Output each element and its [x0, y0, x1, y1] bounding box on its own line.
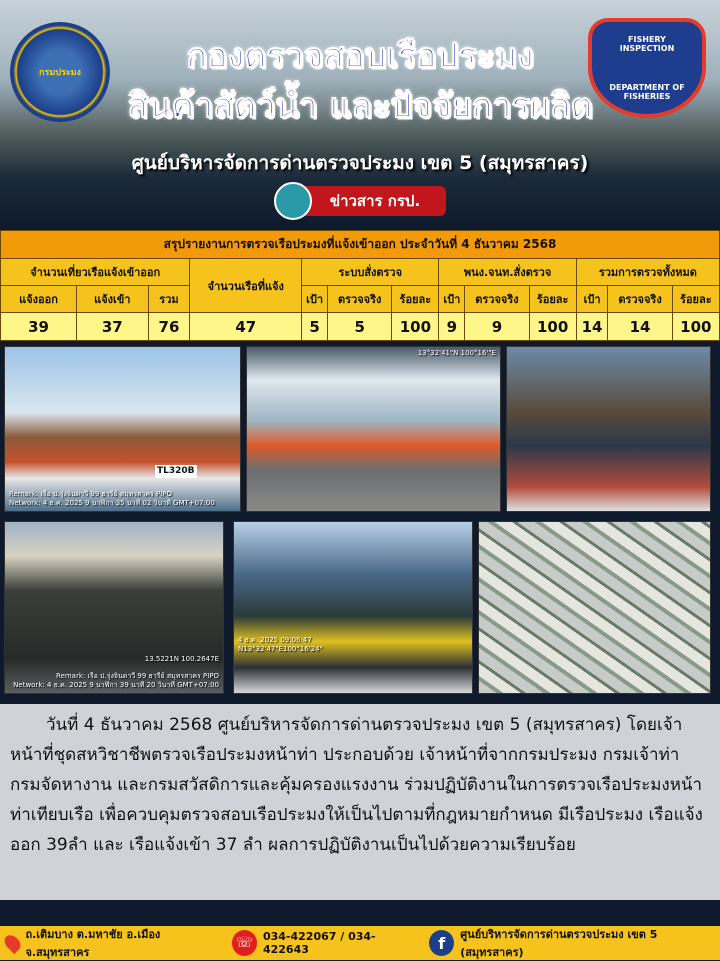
sub-header: ร้อยละ	[529, 286, 576, 313]
facebook-icon: f	[429, 930, 454, 956]
header-banner	[0, 0, 720, 228]
sub-header: แจ้งเข้า	[77, 286, 148, 313]
photo-coordinates: 13.5221N 100.2647E	[144, 654, 219, 663]
photo-team-group	[246, 346, 501, 512]
table-value: 76	[148, 313, 190, 341]
table-value: 5	[302, 313, 328, 341]
badge-bottom-text: DEPARTMENT OF FISHERIES	[609, 83, 685, 101]
group-header: พนง.จนท.สั่งตรวจ	[439, 259, 576, 286]
badge-top-text: FISHERY INSPECTION	[619, 35, 675, 53]
table-value: 5	[328, 313, 392, 341]
location-pin-icon	[2, 932, 24, 954]
table-value: 9	[439, 313, 465, 341]
table-value: 100	[529, 313, 576, 341]
inspection-summary-table	[0, 230, 720, 341]
photo-coordinates: 13°32'41"N 100°16'"E	[417, 349, 496, 357]
photo-fishing-nets	[4, 521, 224, 694]
page-title-line1: กองตรวจสอบเรือประมง	[186, 36, 534, 76]
photo-remark: Remark: เรือ ป.รุ่งจินดาวี 99 ธารีย์ สมุทรสาคร PIPO Network: 4 ธ.ค. 2025 9 นาฬิกา 39 นาที 20 วินาที GMT+07:00	[13, 672, 219, 689]
news-badge	[274, 182, 446, 220]
group-header: ระบบสั่งตรวจ	[302, 259, 439, 286]
logo-text: กรมประมง	[39, 68, 81, 78]
footer-phone[interactable]: 034-422067 / 034-422643	[262, 930, 376, 956]
group-header: จำนวนเที่ยวเรือแจ้งเข้าออก	[1, 259, 190, 286]
photo-officers-on-deck	[506, 346, 711, 512]
news-paragraph: วันที่ 4 ธันวาคม 2568 ศูนย์บริหารจัดการด่านตรวจประมง เขต 5 (สมุทรสาคร) โดยเจ้าหน้าที่ชุดสหวิชาชีพตรวจเรือประมงหน้าท่า ประกอบด้วย เจ้าหน้าที่จากกรมประมง กรมเจ้าท่า กรมจัดหางาน และกรมสวัสดิการและคุ้มครองแรงงาน ร่วมปฏิบัติงานในการตรวจเรือประมงหน้าท่าเทียบเรือ เพื่อควบคุมตรวจสอบเรือประมงให้เป็นไปตามที่กฎหมายกำหนด มีเรือประมง เรือแจ้งออก 39ลำ และ เรือแจ้งเข้า 37 ลำ ผลการปฏิบัติงานเป็นไปด้วยความเรียบร้อย	[0, 704, 720, 900]
footer-facebook-page[interactable]: ศูนย์บริหารจัดการด่านตรวจประมง เขต 5 (สมุทรสาคร)	[460, 928, 658, 959]
news-label: ข่าวสาร กรป.	[304, 186, 446, 216]
table-value: 14	[608, 313, 672, 341]
group-header: จำนวนเรือที่แจ้ง	[190, 259, 302, 313]
page-subtitle: ศูนย์บริหารจัดการด่านตรวจประมง เขต 5 (สมุทรสาคร)	[131, 152, 589, 174]
table-value: 100	[672, 313, 719, 341]
sub-header: ตรวจจริง	[608, 286, 672, 313]
footer-contact-bar	[0, 926, 720, 960]
sub-header: ตรวจจริง	[328, 286, 392, 313]
sub-header: เป้า	[576, 286, 608, 313]
table-value: 39	[1, 313, 77, 341]
photo-net-inspection	[233, 521, 473, 694]
sub-header: ร้อยละ	[672, 286, 719, 313]
table-value: 37	[77, 313, 148, 341]
sub-header: แจ้งออก	[1, 286, 77, 313]
table-title: สรุปรายงานการตรวจเรือประมงที่แจ้งเข้าออก ประจำวันที่ 4 ธันวาคม 2568	[1, 231, 720, 259]
group-header: รวมการตรวจทั้งหมด	[576, 259, 719, 286]
photo-boat-inspection	[4, 346, 241, 512]
sub-header: เป้า	[302, 286, 328, 313]
sub-header: รวม	[148, 286, 190, 313]
table-value: 9	[465, 313, 529, 341]
sub-header: เป้า	[439, 286, 465, 313]
page-title-line2: สินค้าสัตว์น้ำ และปัจจัยการผลิต	[127, 86, 593, 126]
footer-address: ถ.เติมบาง ต.มหาชัย อ.เมือง จ.สมุทรสาคร	[25, 928, 161, 959]
table-value: 47	[190, 313, 302, 341]
boat-number: TL320B	[157, 466, 195, 476]
photo-fish-catch	[478, 521, 711, 694]
sub-header: ตรวจจริง	[465, 286, 529, 313]
photo-remark: 4 ธ.ค. 2025 09:06:47 N13°32'47"E100°16'24"	[238, 636, 323, 653]
officer-avatar-icon	[274, 182, 312, 220]
sub-header: ร้อยละ	[392, 286, 439, 313]
photo-remark: Remark: เรือ ป.รุ่งจินดาวี 99 ธารีย์ สมุทรสาคร PIPO Network: 4 ธ.ค. 2025 9 นาฬิกา 35 นาที 02 วินาที GMT+07:00	[9, 490, 215, 507]
phone-icon: ☏	[232, 930, 257, 956]
table-value: 14	[576, 313, 608, 341]
table-value: 100	[392, 313, 439, 341]
